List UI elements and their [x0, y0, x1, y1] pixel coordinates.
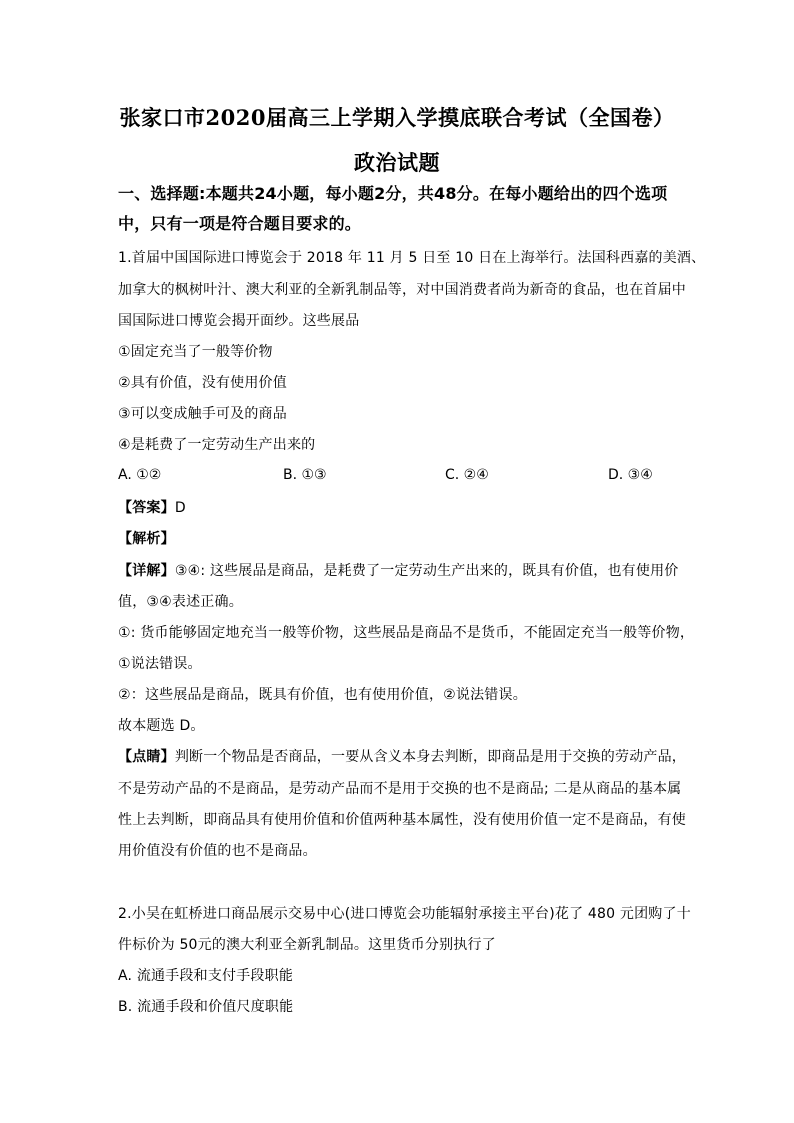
q1-tip-line-1 [118, 747, 687, 767]
q2-option-b: B. 流通手段和价值尺度职能 [118, 999, 294, 1015]
q1-stem-line-1: 1.首届中国国际进口博览会于 2018 年 11 月 5 日至 10 日在上海举行。法国科西嘉的美酒、 [118, 250, 706, 266]
q1-analysis [118, 529, 678, 549]
q1-answer [118, 498, 678, 518]
section-heading: 一、选择题:本题共24小题，每小题2分，共48分。在每小题给出的四个选项 [118, 184, 668, 203]
q1-detail-line-5: ②：这些展品是商品，既具有价值，也有使用价值，②说法错误。 [118, 687, 527, 703]
q1-tip-line-2: 不是劳动产品的不是商品，是劳动产品而不是用于交换的也不是商品; 二是从商品的基本属 [118, 781, 682, 797]
q1-option-c: C. ②④ [445, 467, 489, 483]
q1-item-2: ②具有价值，没有使用价值 [118, 375, 287, 391]
q1-option-d: D. ③④ [608, 467, 653, 483]
q1-detail-line-2: 值，③④表述正确。 [118, 594, 243, 610]
tip-tag: 【点睛】 [118, 749, 175, 765]
q1-tip-line-4: 用价值没有价值的也不是商品。 [118, 843, 317, 859]
q1-option-b: B. ①③ [283, 467, 327, 483]
q2-option-a: A. 流通手段和支付手段职能 [118, 968, 294, 984]
q1-item-1: ①固定充当了一般等价物 [118, 344, 273, 360]
q1-tip-line-3: 性上去判断，即商品具有使用价值和价值两种基本属性，没有使用价值一定不是商品，有使 [118, 812, 686, 828]
q1-item-3: ③可以变成触手可及的商品 [118, 406, 287, 422]
q1-detail-line-1 [118, 561, 678, 581]
q2-stem-line-1: 2.小吴在虹桥进口商品展示交易中心(进口博览会功能辐射承接主平台)花了 480 元团购了十 [118, 906, 691, 922]
q1-stem-line-3: 国国际进口博览会揭开面纱。这些展品 [118, 313, 360, 329]
q1-stem-line-2: 加拿大的枫树叶汁、澳大利亚的全新乳制品等，对中国消费者尚为新奇的食品，也在首届中 [118, 282, 686, 298]
q1-detail-line-3: ①: 货币能够固定地充当一般等价物，这些展品是商品不是货币，不能固定充当一般等价物， [118, 625, 695, 641]
answer-tag: 【答案】 [118, 500, 175, 516]
q1-detail-line-4: ①说法错误。 [118, 656, 202, 672]
q2-stem-line-2: 件标价为 50元的澳大利亚全新乳制品。这里货币分别执行了 [118, 937, 496, 953]
detail-text: ③④: 这些展品是商品，是耗费了一定劳动生产出来的，既具有价值，也有使用价 [174, 563, 679, 579]
q1-item-4: ④是耗费了一定劳动生产出来的 [118, 437, 316, 453]
answer-value: D [174, 500, 186, 516]
tip-text: 判断一个物品是否商品，一要从含义本身去判断，即商品是用于交换的劳动产品， [174, 749, 687, 765]
detail-tag: 【详解】 [118, 563, 175, 579]
document-subtitle: 政治试题 [354, 150, 440, 175]
section-heading-cont: 中，只有一项是符合题目要求的。 [118, 214, 362, 233]
analysis-tag: 【解析】 [118, 531, 175, 547]
q1-option-a: A. ①② [118, 467, 162, 483]
document-title: 张家口市2020届高三上学期入学摸底联合考试（全国卷） [119, 105, 675, 130]
q1-detail-line-6: 故本题选 D。 [118, 718, 205, 734]
